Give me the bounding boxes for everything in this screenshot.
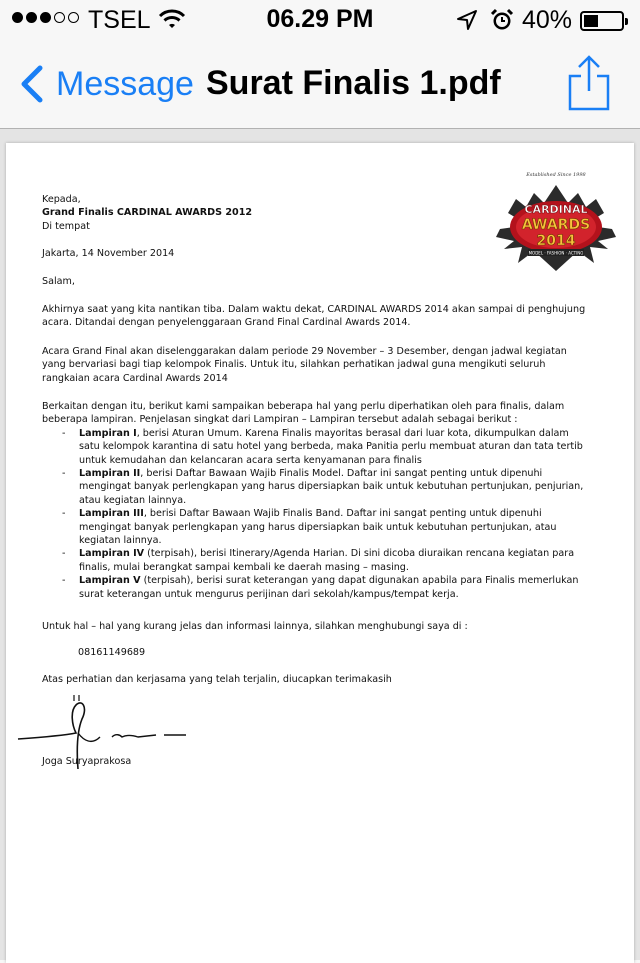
pdf-viewer[interactable]: [0, 129, 640, 960]
back-button[interactable]: [14, 62, 194, 106]
back-button-label: Message: [56, 64, 194, 103]
paragraph-lampiran-intro: Berkaitan dengan itu, berikut kami sampaikan beberapa hal yang perlu diperhatikan oleh para finalis, dalam beberapa lampiran. Penjelasan singkat dari Lampiran – Lampiran tersebut adalah sebagai berikut :: [42, 401, 565, 426]
chevron-left-icon: [14, 62, 58, 106]
status-time: 06.29 PM: [266, 5, 374, 33]
lampiran-item: [42, 467, 592, 507]
lampiran-text: , berisi Daftar Bawaan Wajib Finalis Band. Daftar ini sangat penting untuk dipenuhi mengingat banyak perlengkapan yang harus dipersiapkan baik untuk kebutuhan pertunjukan, atau kegiatan lainnya.: [79, 508, 557, 547]
lampiran-item: [42, 427, 592, 467]
contact-line: Untuk hal – hal yang kurang jelas dan informasi lainnya, silahkan menghubungi saya di :: [42, 621, 468, 632]
lampiran-item: [42, 574, 592, 601]
list-dash: -: [62, 427, 66, 439]
list-dash: -: [62, 508, 66, 520]
signer-name: Joga Suryaprakosa: [42, 756, 132, 767]
salutation: Salam,: [42, 276, 75, 287]
battery-icon: [580, 11, 624, 31]
battery-percent: 40%: [522, 6, 573, 34]
recipient-line: Kepada,: [42, 194, 81, 205]
share-icon[interactable]: [566, 54, 612, 112]
svg-text:2014: 2014: [536, 233, 576, 249]
lampiran-text: (terpisah), berisi Itinerary/Agenda Harian. Di sini dicoba diuraikan rencana kegiatan para finalis, mulai berangkat sampai kembali ke daerah masing – masing.: [79, 548, 575, 573]
paragraph-intro: Akhirnya saat yang kita nantikan tiba. Dalam waktu dekat, CARDINAL AWARDS 2014 akan sampai di penghujung acara. Ditandai dengan penyelenggaraan Grand Final Cardinal Awards 2014.: [42, 304, 586, 329]
paragraph-schedule: Acara Grand Final akan diselenggarakan dalam periode 29 November – 3 Desember, dengan jadwal kegiatan yang bervariasi bagi tiap kelompok Finalis. Untuk itu, silahkan perhatikan jadwal guna mengikuti seluruh rangkaian acara Cardinal Awards 2014: [42, 346, 567, 384]
lampiran-text: , berisi Aturan Umum. Karena Finalis mayoritas berasal dari luar kota, dikumpulkan dalam satu kelompok karantina di satu hotel yang berbeda, maka Panitia perlu membuat aturan dan tata tertib untuk kemudahan dan kelancaran acara serta kenyamanan para finalis: [79, 427, 583, 466]
svg-text:CARDINAL: CARDINAL: [524, 203, 588, 216]
lampiran-name: Lampiran I: [79, 427, 137, 439]
location-arrow-icon: [456, 9, 478, 31]
navigation-bar: [0, 40, 640, 129]
status-bar: [0, 0, 640, 40]
phone-number: 08161149689: [78, 647, 146, 658]
closing-line: Atas perhatian dan kerjasama yang telah terjalin, diucapkan terimakasih: [42, 674, 392, 685]
lampiran-name: Lampiran V: [79, 575, 141, 587]
carrier-name: TSEL: [88, 6, 151, 34]
lampiran-list: [42, 427, 592, 601]
list-dash: -: [62, 575, 66, 587]
lampiran-name: Lampiran IV: [79, 548, 145, 560]
letter-date: Jakarta, 14 November 2014: [42, 248, 175, 259]
lampiran-item: [42, 547, 592, 574]
svg-text:Established Since 1998: Established Since 1998: [526, 172, 586, 178]
lampiran-name: Lampiran III: [79, 508, 144, 520]
recipient-name: Grand Finalis CARDINAL AWARDS 2012: [42, 207, 253, 219]
alarm-clock-icon: [490, 8, 514, 32]
list-dash: -: [62, 468, 66, 480]
svg-text:MODEL · FASHION · ACTING: MODEL · FASHION · ACTING: [528, 250, 584, 256]
svg-text:AWARDS: AWARDS: [521, 217, 591, 233]
recipient-place: Di tempat: [42, 220, 90, 232]
lampiran-name: Lampiran II: [79, 468, 141, 480]
lampiran-item: [42, 507, 592, 547]
lampiran-text: (terpisah), berisi surat keterangan yang dapat digunakan apabila para Finalis memerlukan surat keterangan untuk mengurus perijinan dari sekolah/kampus/tempat kerja.: [79, 575, 579, 600]
pdf-page: [6, 143, 634, 963]
list-dash: -: [62, 548, 66, 560]
lampiran-text: , berisi Daftar Bawaan Wajib Finalis Model. Daftar ini sangat penting untuk dipenuhi mengingat banyak perlengkapan yang harus dipersiapkan baik untuk kebutuhan pertunjukan, penjurian, atau kegiatan lainnya.: [79, 468, 584, 506]
page-title: Surat Finalis 1.pdf: [206, 64, 501, 102]
